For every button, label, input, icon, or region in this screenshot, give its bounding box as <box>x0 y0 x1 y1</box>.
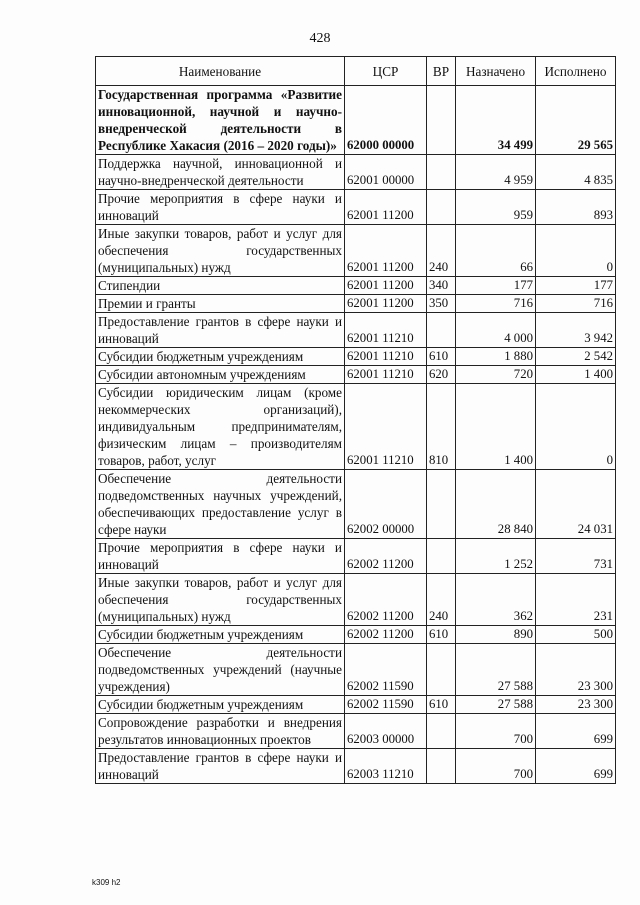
row-planned: 890 <box>456 626 536 644</box>
row-csr: 62001 11200 <box>345 277 427 295</box>
row-planned: 720 <box>456 366 536 384</box>
row-executed: 716 <box>536 295 616 313</box>
row-executed: 0 <box>536 225 616 277</box>
row-vr <box>427 539 456 574</box>
row-name: Субсидии бюджетным учреждениям <box>96 348 345 366</box>
row-planned: 28 840 <box>456 470 536 539</box>
row-vr <box>427 86 456 155</box>
row-name: Предоставление грантов в сфере науки и инноваций <box>96 749 345 784</box>
row-executed: 2 542 <box>536 348 616 366</box>
row-planned: 700 <box>456 749 536 784</box>
row-vr <box>427 313 456 348</box>
header-vr: ВР <box>427 57 456 86</box>
budget-table <box>95 56 616 784</box>
row-planned: 1 400 <box>456 384 536 470</box>
row-name: Прочие мероприятия в сфере науки и инноваций <box>96 539 345 574</box>
table-row <box>96 644 616 696</box>
row-vr <box>427 470 456 539</box>
table-row <box>96 714 616 749</box>
header-executed: Исполнено <box>536 57 616 86</box>
row-planned: 700 <box>456 714 536 749</box>
row-executed: 177 <box>536 277 616 295</box>
row-vr <box>427 155 456 190</box>
row-vr: 620 <box>427 366 456 384</box>
row-vr: 240 <box>427 225 456 277</box>
row-executed: 699 <box>536 714 616 749</box>
row-planned: 4 959 <box>456 155 536 190</box>
row-name: Сопровождение разработки и внедрения результатов инновационных проектов <box>96 714 345 749</box>
row-name: Субсидии бюджетным учреждениям <box>96 696 345 714</box>
row-csr: 62000 00000 <box>345 86 427 155</box>
table-row <box>96 277 616 295</box>
row-csr: 62003 11210 <box>345 749 427 784</box>
row-name: Иные закупки товаров, работ и услуг для обеспечения государственных (муниципальных) нужд <box>96 574 345 626</box>
table-row <box>96 626 616 644</box>
row-vr: 340 <box>427 277 456 295</box>
row-planned: 4 000 <box>456 313 536 348</box>
table-row <box>96 749 616 784</box>
header-row <box>96 57 616 86</box>
row-executed: 893 <box>536 190 616 225</box>
row-vr <box>427 190 456 225</box>
row-csr: 62002 11590 <box>345 644 427 696</box>
row-executed: 0 <box>536 384 616 470</box>
table-row <box>96 574 616 626</box>
row-name: Премии и гранты <box>96 295 345 313</box>
row-planned: 27 588 <box>456 696 536 714</box>
row-planned: 177 <box>456 277 536 295</box>
header-name: Наименование <box>96 57 345 86</box>
row-csr: 62002 11200 <box>345 574 427 626</box>
row-planned: 66 <box>456 225 536 277</box>
header-planned: Назначено <box>456 57 536 86</box>
row-executed: 24 031 <box>536 470 616 539</box>
row-executed: 4 835 <box>536 155 616 190</box>
row-csr: 62001 11210 <box>345 366 427 384</box>
row-name: Обеспечение деятельности подведомственных учреждений (научные учреждения) <box>96 644 345 696</box>
row-vr: 350 <box>427 295 456 313</box>
row-planned: 1 880 <box>456 348 536 366</box>
row-name: Субсидии юридическим лицам (кроме некоммерческих организаций), индивидуальным предпринимателям, физическим лицам – производителям товаров, работ, услуг <box>96 384 345 470</box>
row-vr <box>427 644 456 696</box>
row-csr: 62001 00000 <box>345 155 427 190</box>
row-planned: 959 <box>456 190 536 225</box>
footer-code: k309 h2 <box>92 878 121 887</box>
table-row <box>96 313 616 348</box>
row-executed: 699 <box>536 749 616 784</box>
row-name: Субсидии бюджетным учреждениям <box>96 626 345 644</box>
row-name: Поддержка научной, инновационной и научно-внедренческой деятельности <box>96 155 345 190</box>
row-name: Предоставление грантов в сфере науки и инноваций <box>96 313 345 348</box>
row-vr <box>427 749 456 784</box>
row-csr: 62003 00000 <box>345 714 427 749</box>
row-vr: 610 <box>427 348 456 366</box>
row-planned: 362 <box>456 574 536 626</box>
row-csr: 62002 11200 <box>345 626 427 644</box>
row-vr: 610 <box>427 626 456 644</box>
row-planned: 1 252 <box>456 539 536 574</box>
row-executed: 1 400 <box>536 366 616 384</box>
table-row <box>96 155 616 190</box>
row-vr <box>427 714 456 749</box>
row-planned: 27 588 <box>456 644 536 696</box>
row-name: Стипендии <box>96 277 345 295</box>
row-executed: 500 <box>536 626 616 644</box>
row-vr: 240 <box>427 574 456 626</box>
row-name: Государственная программа «Развитие инновационной, научной и научно-внедренческой деятельности в Республике Хакасия (2016 – 2020 годы)» <box>96 86 345 155</box>
row-planned: 716 <box>456 295 536 313</box>
row-executed: 3 942 <box>536 313 616 348</box>
row-executed: 731 <box>536 539 616 574</box>
row-csr: 62001 11210 <box>345 313 427 348</box>
row-planned: 34 499 <box>456 86 536 155</box>
row-name: Обеспечение деятельности подведомственных научных учреждений, обеспечивающих предоставление услуг в сфере науки <box>96 470 345 539</box>
row-csr: 62001 11200 <box>345 190 427 225</box>
row-name: Иные закупки товаров, работ и услуг для обеспечения государственных (муниципальных) нужд <box>96 225 345 277</box>
row-csr: 62001 11210 <box>345 348 427 366</box>
table-row <box>96 86 616 155</box>
table-row <box>96 348 616 366</box>
row-name: Субсидии автономным учреждениям <box>96 366 345 384</box>
row-vr: 610 <box>427 696 456 714</box>
row-executed: 231 <box>536 574 616 626</box>
row-executed: 29 565 <box>536 86 616 155</box>
table-row <box>96 225 616 277</box>
row-csr: 62001 11210 <box>345 384 427 470</box>
row-vr: 810 <box>427 384 456 470</box>
row-executed: 23 300 <box>536 696 616 714</box>
row-csr: 62001 11200 <box>345 295 427 313</box>
table-row <box>96 539 616 574</box>
table-row <box>96 295 616 313</box>
table-row <box>96 366 616 384</box>
row-executed: 23 300 <box>536 644 616 696</box>
table-row <box>96 384 616 470</box>
table-row <box>96 190 616 225</box>
header-csr: ЦСР <box>345 57 427 86</box>
table-row <box>96 470 616 539</box>
table-row <box>96 696 616 714</box>
row-name: Прочие мероприятия в сфере науки и инноваций <box>96 190 345 225</box>
row-csr: 62002 11200 <box>345 539 427 574</box>
row-csr: 62002 00000 <box>345 470 427 539</box>
row-csr: 62002 11590 <box>345 696 427 714</box>
row-csr: 62001 11200 <box>345 225 427 277</box>
page-number: 428 <box>309 31 331 46</box>
